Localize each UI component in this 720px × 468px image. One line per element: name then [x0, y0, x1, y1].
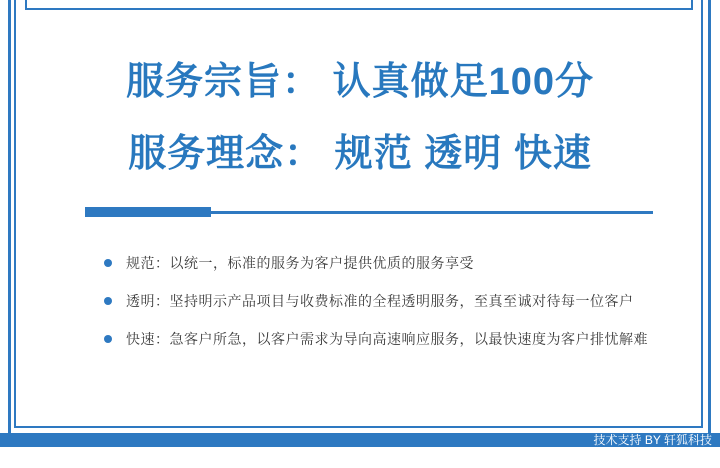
list-item-label: 快速：急客户所急，以客户需求为导向高速响应服务，以最快速度为客户排忧解难 — [126, 331, 648, 347]
divider-thick-segment — [85, 207, 211, 217]
service-points-list — [104, 250, 690, 364]
content-frame-bottom-edge — [14, 426, 703, 428]
section-divider — [85, 207, 653, 217]
list-item-label: 透明：坚持明示产品项目与收费标准的全程透明服务，至真至诚对待每一位客户 — [126, 293, 634, 309]
divider-thin-segment — [211, 211, 653, 214]
bullet-dot-icon — [104, 335, 112, 343]
bullet-dot-icon — [104, 297, 112, 305]
list-item-label: 规范：以统一，标准的服务为客户提供优质的服务享受 — [126, 255, 474, 271]
cutoff-header-box — [25, 0, 693, 10]
list-item — [104, 250, 690, 276]
list-item — [104, 326, 690, 352]
bullet-dot-icon — [104, 259, 112, 267]
footer-credit-bar: 技术支持 BY 轩狐科技 — [0, 433, 720, 447]
service-philosophy-title: 服务理念： 规范 透明 快速 — [128, 133, 592, 175]
service-purpose-title: 服务宗旨： 认真做足100分 — [126, 61, 594, 103]
list-item — [104, 288, 690, 314]
